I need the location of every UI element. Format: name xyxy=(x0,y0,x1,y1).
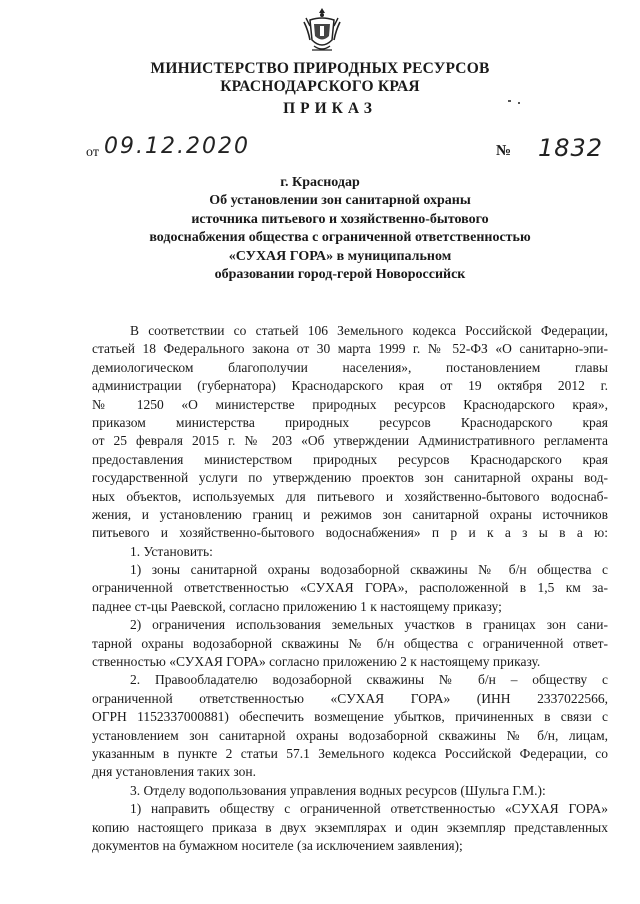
number-label: № xyxy=(496,143,512,159)
body-line: жения, и установлению границ и режимов зон санитарной охраны источников xyxy=(92,506,608,522)
body-line: ограниченной ответственностью «СУХАЯ ГОРА» (ИНН 2337022566, xyxy=(92,690,608,706)
body-line: тарной охраны водозаборной скважины № б/н общества с ограниченной ответ- xyxy=(92,635,608,651)
body-line: приказом министерства природных ресурсов Краснодарского края xyxy=(92,414,608,430)
body-line: В соответствии со статьей 106 Земельного кодекса Российской Федерации, xyxy=(130,323,608,338)
body-line: 1) направить обществу с ограниченной ответственностью «СУХАЯ ГОРА» xyxy=(130,801,608,817)
krasnodar-krai-coat-of-arms-icon xyxy=(302,6,342,56)
date-prefix: от xyxy=(86,145,99,160)
body-line: паднее ст-цы Раевской, согласно приложению 1 к настоящему приказу; xyxy=(92,598,502,614)
body-line: 1. Установить: xyxy=(130,543,213,559)
city: г. Краснодар xyxy=(280,175,360,190)
ministry-name-line-1: МИНИСТЕРСТВО ПРИРОДНЫХ РЕСУРСОВ xyxy=(150,60,490,77)
body-line: 3. Отделу водопользования управления водных ресурсов (Шульга Г.М.): xyxy=(130,782,546,798)
handwritten-date: 09.12.2020 xyxy=(104,134,250,159)
body-line: статьей 18 Федерального закона от 30 марта 1999 г. № 52-ФЗ «О санитарно-эпи- xyxy=(92,341,608,357)
body-line: документов на бумажном носителе (за исключением заявления); xyxy=(92,837,463,853)
document-type: ПРИКАЗ xyxy=(283,100,377,117)
body-line: указанным в пункте 2 статьи 57.1 Земельного кодекса Российской Федерации, со xyxy=(92,745,608,761)
title-line: образовании город-герой Новороссийск xyxy=(214,267,466,282)
ministry-name-line-2: КРАСНОДАРСКОГО КРАЯ xyxy=(220,78,420,95)
body-line: ных объектов, используемых для питьевого и хозяйственно-бытового водоснаб- xyxy=(92,488,608,504)
body-line: администрации (губернатора) Краснодарского края от 19 октября 2012 г. xyxy=(92,378,608,394)
title-line: источника питьевого и хозяйственно-бытового xyxy=(191,211,489,227)
body-line: ограниченной ответственностью «СУХАЯ ГОРА», расположенной в 1,5 км за- xyxy=(92,580,608,596)
body-line: ственностью «СУХАЯ ГОРА» согласно приложению 2 к настоящему приказу. xyxy=(92,654,541,670)
body-line: № 1250 «О министерстве природных ресурсов Краснодарского края», xyxy=(92,396,608,412)
body-line: 1) зоны санитарной охраны водозаборной скважины № б/н общества с xyxy=(130,562,608,578)
body-line: 2. Правообладателю водозаборной скважины № б/н – обществу с xyxy=(130,672,608,688)
body-line: предоставления министерством природных ресурсов Краснодарского края xyxy=(92,451,608,467)
body-line: ОГРН 1152337000881) обеспечить возмещение убытков, причиненных в связи с xyxy=(92,709,608,725)
scan-speck xyxy=(518,102,520,104)
body-line: от 25 февраля 2015 г. № 203 «Об утверждении Административного регламента xyxy=(92,433,608,449)
body-line: дня установления таких зон. xyxy=(92,764,256,780)
body-line: питьевого и хозяйственно-бытового водоснабжения» п р и к а з ы в а ю: xyxy=(92,525,608,541)
body-line: демиологическом благополучии населения», постановлением главы xyxy=(92,359,608,375)
scan-speck xyxy=(508,100,511,102)
title-line: водоснабжения общества с ограниченной ответственностью xyxy=(149,230,531,245)
body-line: государственной услуги по утверждению проектов зон санитарной охраны вод- xyxy=(92,470,608,486)
title-line: «СУХАЯ ГОРА» в муниципальном xyxy=(228,248,452,264)
body-line: копию настоящего приказа в двух экземплярах и один экземпляр представленных xyxy=(92,819,608,835)
order-body xyxy=(92,322,608,855)
body-line: установлением зон санитарной охраны водозаборной скважины № б/н, лицам, xyxy=(92,727,608,743)
body-line: 2) ограничения использования земельных участков в границах зон сани- xyxy=(130,617,608,633)
title-line: Об установлении зон санитарной охраны xyxy=(209,193,471,208)
order-title xyxy=(130,192,550,285)
handwritten-number: 1832 xyxy=(538,134,604,162)
